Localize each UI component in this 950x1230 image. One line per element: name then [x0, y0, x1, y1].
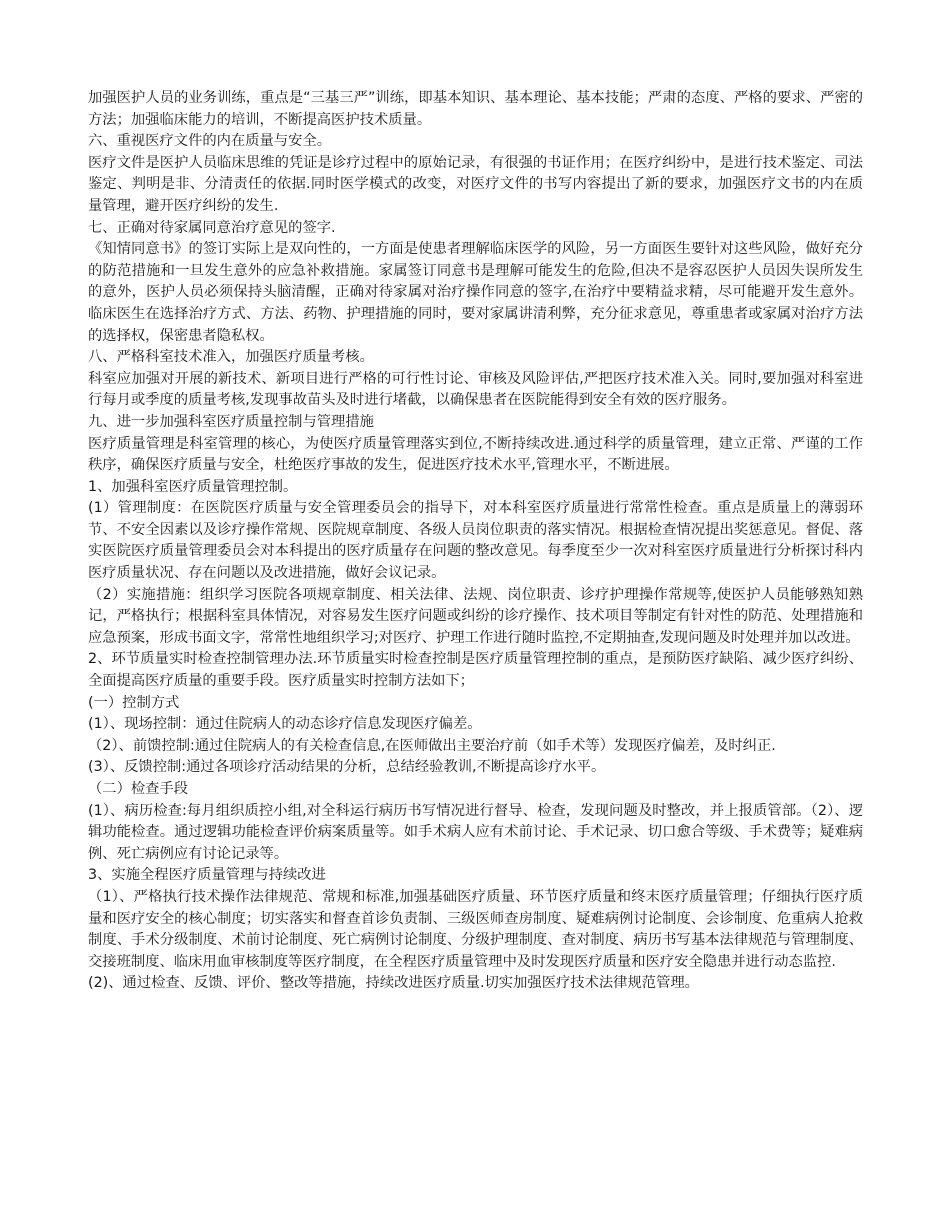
paragraph-item-2: 2、环节质量实时检查控制管理办法.环节质量实时检查控制是医疗质量管理控制的重点，是预防医疗缺陷、减少医疗纠纷、全面提高医疗质量的重要手段。医疗质量实时控制方法如下；	[88, 651, 863, 690]
heading-item-3: 3、实施全程医疗质量管理与持续改进	[88, 867, 326, 884]
paragraph-implementation: （2）实施措施：组织学习医院各项规章制度、相关法律、法规、岗位职责、诊疗护理操作常规等,使医护人员能够熟知熟记，严格执行；根据科室具体情况，对容易发生医疗问题或纠纷的诊疗操作、技术项目等制定有针对性的防范、处理措施和应急预案，形成书面文字，常常性地组织学习;对医疗、护理工作进行随时监控,不定期抽查,发现问题及时处理并加以改进。	[88, 586, 863, 646]
paragraph-technology-access: 科室应加强对开展的新技术、新项目进行严格的可行性讨论、审核及风险评估,严把医疗技术准入关。同时,要加强对科室进行每月或季度的质量考核,发现事故苗头及时进行堵截，以确保患者在医院能得到安全有效的医疗服务。	[88, 370, 863, 409]
paragraph-feedforward-control: （2）、前馈控制:通过住院病人的有关检查信息,在医师做出主要治疗前（如手术等）发现医疗偏差，及时纠正.	[88, 737, 776, 754]
paragraph-record-inspection: (1）、病历检查:每月组织质控小组,对全科运行病历书写情况进行督导、检查，发现问题及时整改，并上报质管部。（2）、逻辑功能检查。通过逻辑功能检查评价病案质量等。如手术病人应有术前讨论、手术记录、切口愈合等级、手术费等；疑难病例、死亡病例应有讨论记录等。	[88, 802, 863, 862]
heading-section-8: 八、严格科室技术准入，加强医疗质量考核。	[88, 349, 374, 366]
paragraph-feedback-control: (3）、反馈控制:通过各项诊疗活动结果的分析，总结经验教训,不断提高诊疗水平。	[88, 759, 606, 776]
paragraph-training: 加强医护人员的业务训练，重点是“三基三严”训练，即基本知识、基本理论、基本技能；严肃的态度、严格的要求、严密的方法；加强临床能力的培训，不断提高医护技术质量。	[88, 90, 863, 128]
heading-section-9: 九、进一步加强科室医疗质量控制与管理措施	[88, 413, 374, 430]
heading-inspection-means: （二）检查手段	[88, 781, 189, 797]
paragraph-informed-consent: 《知情同意书》的签订实际上是双向性的，一方面是使患者理解临床医学的风险，另一方面医生要针对这些风险，做好充分的防范措施和一旦发生意外的应急补救措施。家属签订同意书是理解可能发生的危险,但决不是容忍医护人员因失误所发生的意外，医护人员必须保持头脑清醒，正确对待家属对治疗操作同意的签字,在治疗中要精益求精，尽可能避开发生意外。临床医生在选择治疗方式、方法、药物、护理措施的同时，要对家属讲清利弊，充分征求意见，尊重患者或家属对治疗方法的选择权，保密患者隐私权。	[88, 241, 863, 344]
paragraph-management-system: (1）管理制度：在医院医疗质量与安全管理委员会的指导下，对本科室医疗质量进行常常性检查。重点是质量上的薄弱环节、不安全因素以及诊疗操作常规、医院规章制度、各级人员岗位职责的落实情况。根据检查情况提出奖惩意见。督促、落实医院医疗质量管理委员会对本科提出的医疗质量存在问题的整改意见。每季度至少一次对科室医疗质量进行分析探讨科内医疗质量状况、存在问题以及改进措施，做好会议记录。	[88, 500, 863, 582]
heading-section-7: 七、正确对待家属同意治疗意见的签字.	[88, 219, 336, 236]
paragraph-full-process: （1）、严格执行技术操作法律规范、常规和标准,加强基础医疗质量、环节医疗质量和终末医疗质量管理；仔细执行医疗质量和医疗安全的核心制度；切实落实和督查首诊负责制、三级医师查房制度、疑难病例讨论制度、会诊制度、危重病人抢救制度、手术分级制度、术前讨论制度、死亡病例讨论制度、分级护理制度、查对制度、病历书写基本法律规范与管理制度、交接班制度、临床用血审核制度等医疗制度，在全程医疗质量管理中及时发现医疗质量和医疗安全隐患并进行动态监控.	[88, 888, 863, 970]
heading-control-methods: (一）控制方式	[88, 694, 180, 711]
heading-item-1: 1、加强科室医疗质量管理控制。	[88, 478, 298, 495]
paragraph-onsite-control: (1）、现场控制：通过住院病人的动态诊疗信息发现医疗偏差。	[88, 716, 482, 733]
paragraph-quality-core: 医疗质量管理是科室管理的核心，为使医疗质量管理落实到位,不断持续改进.通过科学的质量管理，建立正常、严谨的工作秩序，确保医疗质量与安全，杜绝医疗事故的发生，促进医疗技术水平,管理水平，不断进展。	[88, 435, 863, 474]
heading-section-6: 六、重视医疗文件的内在质量与安全。	[88, 133, 332, 150]
paragraph-continuous-improvement: (2)、通过检查、反馈、评价、整改等措施，持续改进医疗质量.切实加强医疗技术法律规范管理。	[88, 975, 699, 992]
paragraph-medical-documents: 医疗文件是医护人员临床思维的凭证是诊疗过程中的原始记录，有很强的书证作用；在医疗纠纷中，是进行技术鉴定、司法鉴定、判明是非、分清责任的依据.同时医学模式的改变，对医疗文件的书写内容提出了新的要求，加强医疗文书的内在质量管理，避开医疗纠纷的发生.	[88, 154, 863, 214]
document-page	[88, 88, 863, 995]
